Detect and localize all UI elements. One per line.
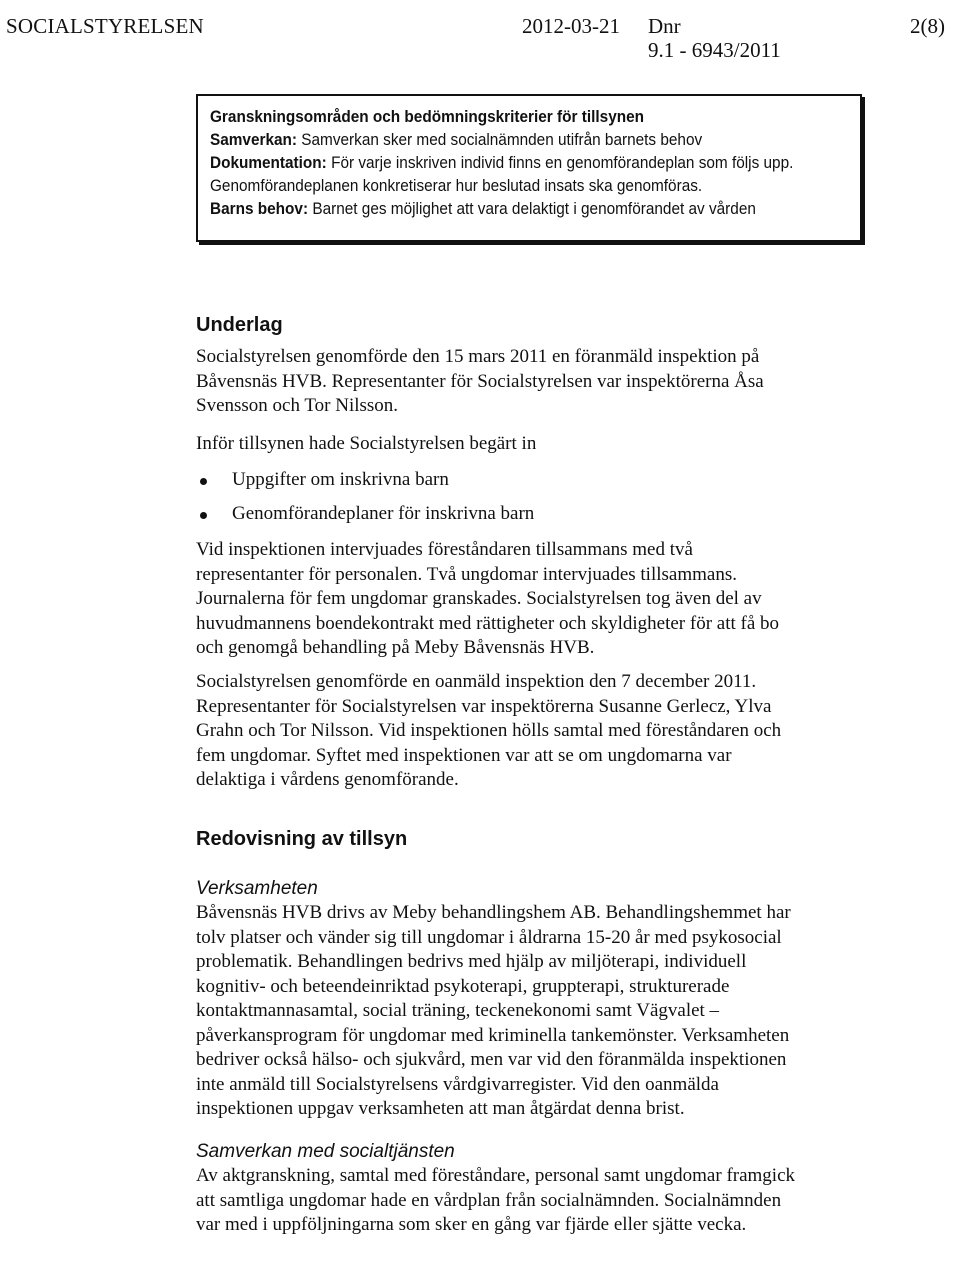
text-line: Socialstyrelsen genomförde en oanmäld inspektion den 7 december 2011. xyxy=(196,671,757,692)
underlag-paragraph-3 xyxy=(196,538,856,661)
text-line: Båvensnäs HVB drivs av Meby behandlingshem AB. Behandlingshemmet har xyxy=(196,902,791,923)
text-line: Båvensnäs HVB. Representanter för Socialstyrelsen var inspektörerna Åsa xyxy=(196,370,764,392)
text-line: inte anmäld till Socialstyrelsens vårdgivarregister. Vid den oanmälda xyxy=(196,1073,719,1095)
text-line: att samtliga ungdomar hade en vårdplan från socialnämnden. Socialnämnden xyxy=(196,1189,782,1211)
criteria-samverkan xyxy=(210,129,861,152)
verksamheten-heading: Verksamheten xyxy=(196,878,318,899)
text-line: Socialstyrelsen genomförde den 15 mars 2011 en föranmäld inspektion på xyxy=(196,346,760,367)
verksamheten-paragraph xyxy=(196,901,856,1122)
text-line: kontaktmannasamtal, social träning, teckenekonomi samt Vägvalet – xyxy=(196,1000,720,1021)
underlag-paragraph-1 xyxy=(196,345,856,419)
criteria-dokumentation-text2: Genomförandeplanen konkretiserar hur beslutad insats ska genomföras. xyxy=(210,177,703,195)
criteria-box xyxy=(196,94,862,242)
list-item-text: Genomförandeplaner för inskrivna barn xyxy=(232,503,535,524)
samverkan-paragraph xyxy=(196,1164,856,1238)
text-line: kognitiv- och beteendeinriktad psykoterapi, gruppterapi, strukturerade xyxy=(196,975,730,997)
list-item-text: Uppgifter om inskrivna barn xyxy=(232,469,449,490)
bullet-icon xyxy=(200,512,207,519)
text-line: problematik. Behandlingen bedrivs med hjälp av miljöterapi, individuell xyxy=(196,951,747,972)
samverkan-heading: Samverkan med socialtjänsten xyxy=(196,1141,455,1162)
dnr-label: Dnr xyxy=(648,14,681,38)
criteria-barns-behov xyxy=(210,198,861,221)
text-line: inspektionen uppgav verksamheten att man åtgärdat denna brist. xyxy=(196,1098,685,1119)
text-line: delaktiga i vårdens genomförande. xyxy=(196,769,459,790)
criteria-barns-behov-label: Barns behov: xyxy=(210,200,309,218)
document-date: 2012-03-21 xyxy=(522,14,620,38)
underlag-heading: Underlag xyxy=(196,314,283,336)
redovisning-heading: Redovisning av tillsyn xyxy=(196,828,408,850)
text-line: Inför tillsynen hade Socialstyrelsen begärt in xyxy=(196,433,537,454)
page-number: 2(8) xyxy=(910,14,945,38)
bullet-icon xyxy=(200,478,207,485)
text-line: Svensson och Tor Nilsson. xyxy=(196,395,399,416)
criteria-barns-behov-text: Barnet ges möjlighet att vara delaktigt i genomförandet av vården xyxy=(312,200,756,218)
text-line: bedriver också hälso- och sjukvård, men var vid den föranmälda inspektionen xyxy=(196,1049,787,1070)
criteria-dokumentation-label: Dokumentation: xyxy=(210,154,327,172)
text-line: tolv platser och vänder sig till ungdomar i åldrarna 15-20 år med psykosocial xyxy=(196,926,782,948)
text-line: fem ungdomar. Syftet med inspektionen var att se om ungdomarna var xyxy=(196,744,732,766)
text-line: Av aktgranskning, samtal med föreståndare, personal samt ungdomar framgick xyxy=(196,1165,796,1186)
criteria-dokumentation-text: För varje inskriven individ finns en genomförandeplan som följs upp. xyxy=(331,154,794,172)
text-line: Representanter för Socialstyrelsen var inspektörerna Susanne Gerlecz, Ylva xyxy=(196,695,772,717)
text-line: påverkansprogram för ungdomar med kriminella tankemönster. Verksamheten xyxy=(196,1024,790,1046)
criteria-title: Granskningsområden och bedömningskriterier för tillsynen xyxy=(210,108,645,126)
criteria-dokumentation xyxy=(210,152,861,175)
dnr-number: 9.1 - 6943/2011 xyxy=(648,38,781,62)
organization-name: SOCIALSTYRELSEN xyxy=(6,14,204,38)
underlag-paragraph-4 xyxy=(196,670,856,793)
text-line: huvudmannens boendekontrakt med rättigheter och skyldigheter för att få bo xyxy=(196,612,780,634)
criteria-samverkan-text: Samverkan sker med socialnämnden utifrån barnets behov xyxy=(301,131,703,149)
text-line: Journalerna för fem ungdomar granskades. Socialstyrelsen tog även del av xyxy=(196,588,762,609)
text-line: representanter för personalen. Två ungdomar intervjuades tillsammans. xyxy=(196,563,737,585)
text-line: och genomgå behandling på Meby Båvensnäs HVB. xyxy=(196,637,595,658)
text-line: Vid inspektionen intervjuades föreståndaren tillsammans med två xyxy=(196,539,693,560)
underlag-paragraph-2 xyxy=(196,432,856,457)
text-line: Grahn och Tor Nilsson. Vid inspektionen hölls samtal med föreståndaren och xyxy=(196,720,782,741)
text-line: var med i uppföljningarna som sker en gång var fjärde eller sjätte vecka. xyxy=(196,1214,747,1235)
criteria-samverkan-label: Samverkan: xyxy=(210,131,298,149)
